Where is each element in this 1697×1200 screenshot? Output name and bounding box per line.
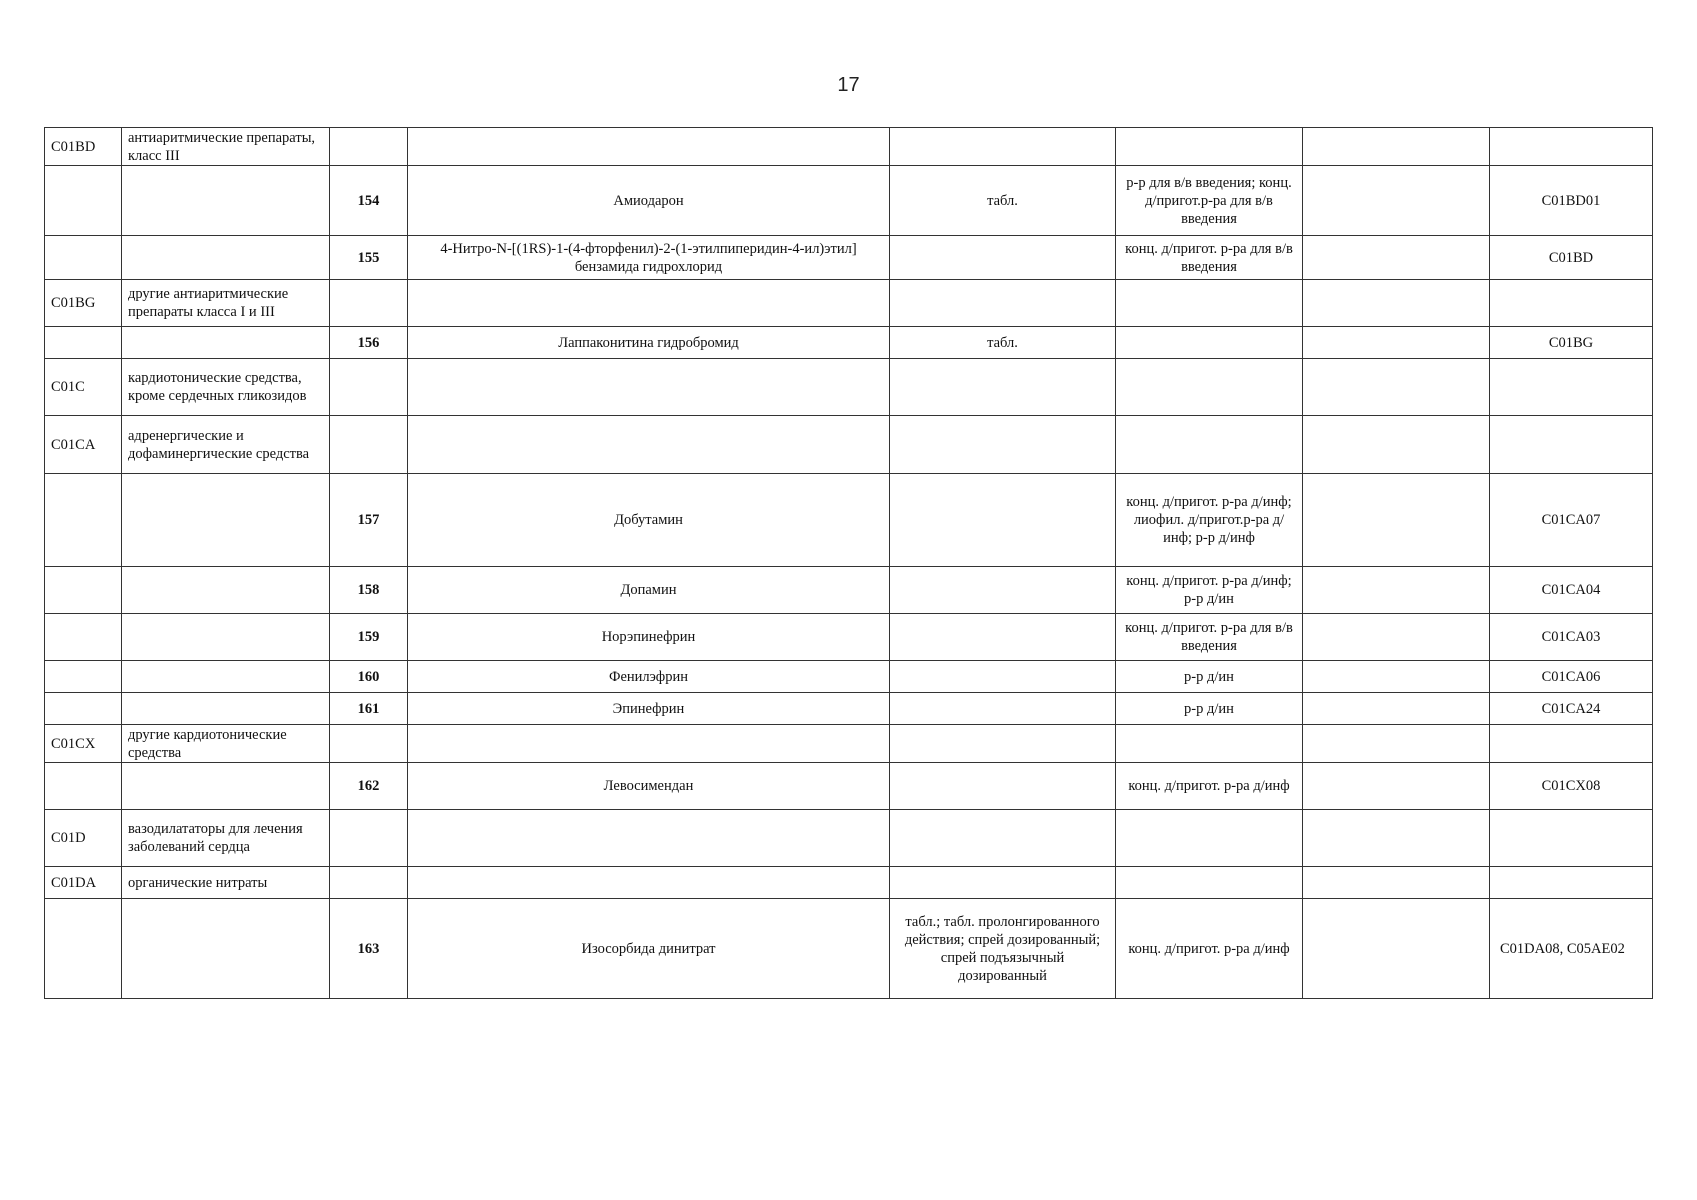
atc-code-cell: C01BG <box>1490 327 1653 359</box>
table-row <box>45 128 1653 166</box>
dosage-form-a-cell <box>890 474 1116 567</box>
drug-name-cell <box>408 725 890 763</box>
atc-code-cell: C01CX08 <box>1490 763 1653 810</box>
dosage-form-c-cell <box>1303 166 1490 236</box>
item-number-cell: 155 <box>330 236 408 280</box>
dosage-form-b-cell: р-р для в/в введения; конц. д/пригот.р-ра для в/в введения <box>1116 166 1303 236</box>
atc-code-cell: C01BD01 <box>1490 166 1653 236</box>
atc-code-cell <box>1490 128 1653 166</box>
drug-name-cell <box>408 359 890 416</box>
dosage-form-c-cell <box>1303 614 1490 661</box>
atc-code-cell <box>1490 810 1653 867</box>
item-number-cell <box>330 128 408 166</box>
dosage-form-b-cell <box>1116 280 1303 327</box>
dosage-form-c-cell <box>1303 280 1490 327</box>
table-row <box>45 763 1653 810</box>
table-row <box>45 474 1653 567</box>
group-name-cell <box>122 693 330 725</box>
drug-name-cell: Левосимендан <box>408 763 890 810</box>
drug-name-cell <box>408 810 890 867</box>
item-number-cell <box>330 359 408 416</box>
dosage-form-b-cell: конц. д/пригот. р-ра д/инф; лиофил. д/пригот.р-ра д/инф; р-р д/инф <box>1116 474 1303 567</box>
table-row <box>45 416 1653 474</box>
atc-code-cell <box>1490 280 1653 327</box>
atc-group-code-cell: C01CX <box>45 725 122 763</box>
drug-name-cell: 4-Нитро-N-[(1RS)-1-(4-фторфенил)-2-(1-этилпиперидин-4-ил)этил] бензамида гидрохлорид <box>408 236 890 280</box>
dosage-form-b-cell <box>1116 867 1303 899</box>
item-number-cell <box>330 810 408 867</box>
group-name-cell <box>122 567 330 614</box>
atc-group-code-cell <box>45 693 122 725</box>
atc-group-code-cell: C01DA <box>45 867 122 899</box>
dosage-form-c-cell <box>1303 128 1490 166</box>
drug-name-cell: Эпинефрин <box>408 693 890 725</box>
atc-group-code-cell <box>45 474 122 567</box>
drug-name-cell: Норэпинефрин <box>408 614 890 661</box>
dosage-form-c-cell <box>1303 567 1490 614</box>
table-row <box>45 867 1653 899</box>
group-name-cell: кардиотонические средства, кроме сердечных гликозидов <box>122 359 330 416</box>
item-number-cell: 161 <box>330 693 408 725</box>
dosage-form-c-cell <box>1303 899 1490 999</box>
item-number-cell <box>330 280 408 327</box>
drug-name-cell <box>408 280 890 327</box>
dosage-form-b-cell <box>1116 416 1303 474</box>
dosage-form-a-cell: табл.; табл. пролонгированного действия; спрей дозированный; спрей подъязычный дозированный <box>890 899 1116 999</box>
item-number-cell: 158 <box>330 567 408 614</box>
group-name-cell: вазодилататоры для лечения заболеваний сердца <box>122 810 330 867</box>
drug-name-cell: Допамин <box>408 567 890 614</box>
atc-group-code-cell: C01CA <box>45 416 122 474</box>
dosage-form-b-cell <box>1116 359 1303 416</box>
atc-code-cell: C01CA07 <box>1490 474 1653 567</box>
dosage-form-b-cell: р-р д/ин <box>1116 693 1303 725</box>
atc-code-cell <box>1490 867 1653 899</box>
table-row <box>45 166 1653 236</box>
dosage-form-a-cell <box>890 280 1116 327</box>
table-row <box>45 236 1653 280</box>
group-name-cell <box>122 614 330 661</box>
dosage-form-c-cell <box>1303 359 1490 416</box>
dosage-form-a-cell <box>890 867 1116 899</box>
atc-group-code-cell <box>45 327 122 359</box>
table-row <box>45 810 1653 867</box>
dosage-form-a-cell: табл. <box>890 327 1116 359</box>
table-row <box>45 899 1653 999</box>
group-name-cell <box>122 899 330 999</box>
drug-name-cell <box>408 128 890 166</box>
dosage-form-a-cell <box>890 693 1116 725</box>
item-number-cell: 154 <box>330 166 408 236</box>
dosage-form-c-cell <box>1303 474 1490 567</box>
item-number-cell: 163 <box>330 899 408 999</box>
drug-name-cell: Добутамин <box>408 474 890 567</box>
drug-name-cell: Фенилэфрин <box>408 661 890 693</box>
dosage-form-c-cell <box>1303 867 1490 899</box>
dosage-form-b-cell: конц. д/пригот. р-ра д/инф <box>1116 763 1303 810</box>
item-number-cell <box>330 867 408 899</box>
atc-group-code-cell: C01C <box>45 359 122 416</box>
page-number: 17 <box>837 74 860 96</box>
dosage-form-a-cell: табл. <box>890 166 1116 236</box>
group-name-cell: органические нитраты <box>122 867 330 899</box>
dosage-form-c-cell <box>1303 693 1490 725</box>
item-number-cell: 156 <box>330 327 408 359</box>
atc-group-code-cell <box>45 661 122 693</box>
item-number-cell: 157 <box>330 474 408 567</box>
drug-name-cell <box>408 867 890 899</box>
atc-code-cell: C01BD <box>1490 236 1653 280</box>
dosage-form-a-cell <box>890 763 1116 810</box>
atc-group-code-cell: C01BD <box>45 128 122 166</box>
atc-code-cell: C01CA04 <box>1490 567 1653 614</box>
drug-name-cell <box>408 416 890 474</box>
table-row <box>45 359 1653 416</box>
atc-code-cell: C01DA08, C05AE02 <box>1490 899 1653 999</box>
item-number-cell <box>330 416 408 474</box>
dosage-form-b-cell <box>1116 725 1303 763</box>
table-row <box>45 567 1653 614</box>
atc-group-code-cell: C01BG <box>45 280 122 327</box>
dosage-form-c-cell <box>1303 327 1490 359</box>
dosage-form-b-cell <box>1116 128 1303 166</box>
table-row <box>45 327 1653 359</box>
item-number-cell: 162 <box>330 763 408 810</box>
dosage-form-b-cell: конц. д/пригот. р-ра для в/в введения <box>1116 236 1303 280</box>
atc-code-cell: C01CA06 <box>1490 661 1653 693</box>
item-number-cell <box>330 725 408 763</box>
item-number-cell: 160 <box>330 661 408 693</box>
atc-group-code-cell: C01D <box>45 810 122 867</box>
group-name-cell <box>122 763 330 810</box>
table-row <box>45 725 1653 763</box>
table-row <box>45 693 1653 725</box>
drug-name-cell: Изосорбида динитрат <box>408 899 890 999</box>
dosage-form-b-cell: конц. д/пригот. р-ра для в/в введения <box>1116 614 1303 661</box>
dosage-form-c-cell <box>1303 725 1490 763</box>
atc-code-cell: C01CA03 <box>1490 614 1653 661</box>
table-body <box>45 128 1653 999</box>
dosage-form-a-cell <box>890 567 1116 614</box>
table-row <box>45 280 1653 327</box>
group-name-cell: адренергические и дофаминергические средства <box>122 416 330 474</box>
group-name-cell <box>122 474 330 567</box>
group-name-cell <box>122 166 330 236</box>
item-number-cell: 159 <box>330 614 408 661</box>
drug-name-cell: Лаппаконитина гидробромид <box>408 327 890 359</box>
atc-group-code-cell <box>45 899 122 999</box>
atc-code-cell <box>1490 416 1653 474</box>
atc-group-code-cell <box>45 567 122 614</box>
atc-code-cell <box>1490 725 1653 763</box>
dosage-form-a-cell <box>890 128 1116 166</box>
atc-group-code-cell <box>45 236 122 280</box>
dosage-form-c-cell <box>1303 810 1490 867</box>
dosage-form-a-cell <box>890 725 1116 763</box>
table-row <box>45 661 1653 693</box>
dosage-form-c-cell <box>1303 416 1490 474</box>
dosage-form-a-cell <box>890 236 1116 280</box>
group-name-cell: антиаритмические препараты, класс III <box>122 128 330 166</box>
atc-code-cell <box>1490 359 1653 416</box>
drug-name-cell: Амиодарон <box>408 166 890 236</box>
group-name-cell <box>122 236 330 280</box>
dosage-form-c-cell <box>1303 661 1490 693</box>
atc-group-code-cell <box>45 763 122 810</box>
group-name-cell <box>122 327 330 359</box>
table-row <box>45 614 1653 661</box>
group-name-cell: другие кардиотонические средства <box>122 725 330 763</box>
dosage-form-a-cell <box>890 810 1116 867</box>
dosage-form-b-cell: р-р д/ин <box>1116 661 1303 693</box>
dosage-form-a-cell <box>890 661 1116 693</box>
dosage-form-c-cell <box>1303 236 1490 280</box>
dosage-form-a-cell <box>890 614 1116 661</box>
atc-group-code-cell <box>45 614 122 661</box>
dosage-form-b-cell: конц. д/пригот. р-ра д/инф; р-р д/ин <box>1116 567 1303 614</box>
group-name-cell: другие антиаритмические препараты класса I и III <box>122 280 330 327</box>
atc-group-code-cell <box>45 166 122 236</box>
group-name-cell <box>122 661 330 693</box>
atc-code-cell: C01CA24 <box>1490 693 1653 725</box>
dosage-form-c-cell <box>1303 763 1490 810</box>
dosage-form-b-cell <box>1116 810 1303 867</box>
dosage-form-a-cell <box>890 359 1116 416</box>
dosage-form-b-cell: конц. д/пригот. р-ра д/инф <box>1116 899 1303 999</box>
dosage-form-b-cell <box>1116 327 1303 359</box>
dosage-form-a-cell <box>890 416 1116 474</box>
medicines-table <box>44 127 1653 999</box>
